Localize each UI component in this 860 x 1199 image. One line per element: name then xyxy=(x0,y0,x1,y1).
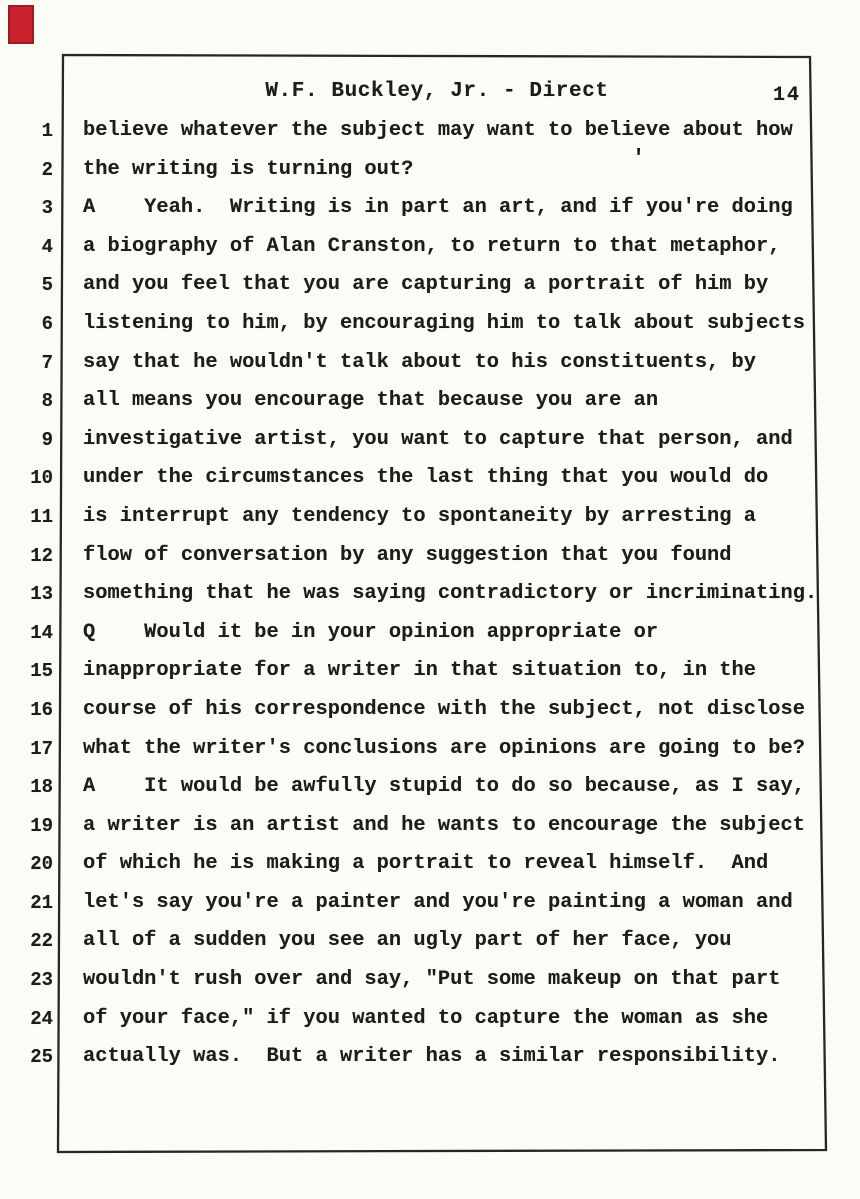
transcript-row xyxy=(0,845,860,884)
stray-apostrophe-mark: ' xyxy=(632,146,646,171)
line-number: 4 xyxy=(41,235,53,258)
transcript-line-text: under the circumstances the last thing that you would do xyxy=(83,466,769,490)
transcript-row xyxy=(0,730,860,769)
line-number: 7 xyxy=(41,351,53,374)
red-stamp xyxy=(8,5,34,44)
transcript-row xyxy=(0,305,860,344)
transcript-row xyxy=(0,1038,860,1077)
transcript-line-text: investigative artist, you want to capture that person, and xyxy=(83,427,793,451)
line-number: 8 xyxy=(41,390,53,413)
line-number: 19 xyxy=(30,814,53,837)
line-number: 21 xyxy=(30,891,53,914)
transcript-row xyxy=(0,575,860,614)
transcript-row xyxy=(0,614,860,653)
line-number: 24 xyxy=(30,1007,53,1030)
transcript-line-text: say that he wouldn't talk about to his constituents, by xyxy=(83,350,757,374)
line-number: 18 xyxy=(30,776,53,799)
transcript-line-text: all means you encourage that because you are an xyxy=(83,389,659,413)
transcript-line-text: of your face," if you wanted to capture the woman as she xyxy=(83,1006,769,1030)
line-number: 3 xyxy=(41,197,53,220)
transcript-line-text: of which he is making a portrait to reveal himself. And xyxy=(83,852,769,876)
transcript-line-text: course of his correspondence with the subject, not disclose xyxy=(83,697,805,721)
transcript-row xyxy=(0,228,860,267)
line-number: 25 xyxy=(30,1046,53,1069)
line-number: 5 xyxy=(41,274,53,297)
transcript-line-text: and you feel that you are capturing a portrait of him by xyxy=(83,273,769,297)
transcript-line-text: a biography of Alan Cranston, to return to that metaphor, xyxy=(83,234,781,258)
line-number: 6 xyxy=(41,312,53,335)
transcript-row xyxy=(0,1000,860,1039)
transcript-line-text: listening to him, by encouraging him to talk about subjects xyxy=(83,311,805,335)
transcript-row xyxy=(0,382,860,421)
line-number: 23 xyxy=(30,969,53,992)
page-title: W.F. Buckley, Jr. - Direct xyxy=(265,80,609,103)
transcript-row xyxy=(0,768,860,807)
transcript-line-text: believe whatever the subject may want to believe about how xyxy=(83,119,793,142)
transcript-row xyxy=(0,344,860,383)
transcript-line-text: wouldn't rush over and say, "Put some makeup on that part xyxy=(83,968,781,992)
transcript-line-text: A Yeah. Writing is in part an art, and if you're doing xyxy=(83,196,793,220)
transcript-row xyxy=(0,691,860,730)
transcript-row xyxy=(0,884,860,923)
transcript-line-text: flow of conversation by any suggestion that you found xyxy=(83,543,732,567)
transcript-row xyxy=(0,961,860,1000)
transcript-row xyxy=(0,421,860,460)
transcript-line-text: a writer is an artist and he wants to encourage the subject xyxy=(83,813,805,837)
transcript-row xyxy=(0,189,860,228)
line-number: 20 xyxy=(30,853,53,876)
line-number: 16 xyxy=(30,698,53,721)
line-number: 12 xyxy=(30,544,53,567)
transcript-row xyxy=(0,537,860,576)
line-number: 1 xyxy=(41,120,53,142)
transcript-row xyxy=(0,266,860,305)
line-number: 15 xyxy=(30,660,53,683)
transcript-body xyxy=(0,112,860,1077)
transcript-line-text: let's say you're a painter and you're painting a woman and xyxy=(83,890,793,914)
line-number: 9 xyxy=(41,428,53,451)
transcript-line-text: all of a sudden you see an ugly part of her face, you xyxy=(83,929,732,953)
line-number: 22 xyxy=(30,930,53,953)
page-number: 14 xyxy=(773,84,802,107)
line-number: 11 xyxy=(30,505,53,528)
transcript-row xyxy=(0,112,860,151)
transcript-line-text: what the writer's conclusions are opinions are going to be? xyxy=(83,736,805,760)
line-number: 13 xyxy=(30,583,53,606)
transcript-row xyxy=(0,652,860,691)
transcript-row xyxy=(0,807,860,846)
transcript-line-text: actually was. But a writer has a similar responsibility. xyxy=(83,1045,781,1069)
line-number: 17 xyxy=(30,737,53,760)
line-number: 10 xyxy=(30,467,53,490)
transcript-row xyxy=(0,922,860,961)
transcript-line-text: Q Would it be in your opinion appropriate or xyxy=(83,620,659,644)
line-number: 14 xyxy=(30,621,53,644)
transcript-line-text: A It would be awfully stupid to do so because, as I say, xyxy=(83,775,805,799)
transcript-line-text: is interrupt any tendency to spontaneity by arresting a xyxy=(83,504,757,528)
transcript-line-text: inappropriate for a writer in that situation to, in the xyxy=(83,659,757,683)
transcript-row xyxy=(0,498,860,537)
line-number: 2 xyxy=(41,158,53,181)
transcript-row xyxy=(0,459,860,498)
transcript-line-text: the writing is turning out? xyxy=(83,157,414,181)
transcript-line-text: something that he was saying contradictory or incriminating. xyxy=(83,582,818,606)
transcript-row xyxy=(0,151,860,190)
